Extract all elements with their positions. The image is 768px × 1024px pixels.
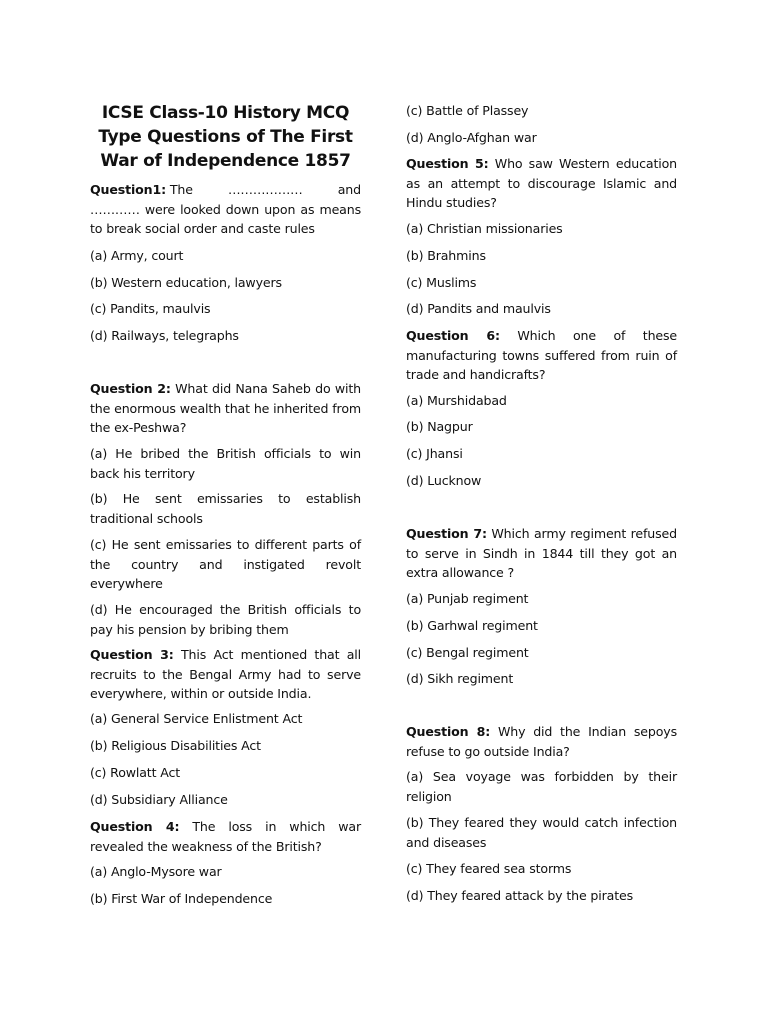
option: (c) Muslims [406,275,477,290]
option: (c) Pandits, maulvis [90,301,211,316]
document-title: ICSE Class-10 History MCQ Type Questions of The First War of Independence 1857 [98,103,353,171]
option: (c) Jhansi [406,446,463,461]
question-7-text [406,524,677,583]
question-6-body: Which one of these manufacturing towns suffered from ruin of trade and handicrafts? [406,328,678,382]
option: (c) They feared sea storms [406,861,572,876]
question-6-label: Question 6: [406,328,500,343]
question-5-label: Question 5: [406,156,489,171]
question-1-rest: ………… were looked down upon as means to break social order and caste rules [90,201,361,236]
option: (d) Sikh regiment [406,671,514,686]
option: (c) Rowlatt Act [90,765,181,780]
question-8-body: Why did the Indian sepoys refuse to go outside India? [406,724,677,759]
option: (a) Anglo-Mysore war [90,864,222,879]
question-8-text [406,722,677,761]
question-4-label: Question 4: [90,819,180,834]
option: (d) They feared attack by the pirates [406,888,633,903]
option: (c) Bengal regiment [406,645,529,660]
option: (a) Punjab regiment [406,591,529,606]
option: (a) Murshidabad [406,393,507,408]
question-1-blank: ……………… [227,182,303,197]
option: (b) Western education, lawyers [90,275,282,290]
question-4-text [90,817,361,856]
question-3-body: This Act mentioned that all recruits to the Bengal Army had to serve everywhere, within or outside India. [90,647,361,701]
question-1-first-line [90,180,361,200]
question-5-body: Who saw Western education as an attempt to discourage Islamic and Hindu studies? [406,156,677,210]
option: (b) They feared they would catch infection and diseases [406,815,677,850]
option: (c) He sent emissaries to different parts of the country and instigated revolt everywhere [90,537,361,591]
question-7-body: Which army regiment refused to serve in Sindh in 1844 till they got an extra allowance ? [406,526,677,580]
option: (c) Battle of Plassey [406,103,529,118]
option: (a) Sea voyage was forbidden by their religion [406,769,677,804]
option: (d) He encouraged the British officials to pay his pension by bribing them [90,602,361,637]
question-4-body: The loss in which war revealed the weakness of the British? [90,819,361,854]
question-2-body: What did Nana Saheb do with the enormous wealth that he inherited from the ex-Peshwa? [90,381,362,435]
option: (b) Religious Disabilities Act [90,738,261,753]
option: (b) Garhwal regiment [406,618,538,633]
question-6-text [406,326,677,385]
option: (a) General Service Enlistment Act [90,711,303,726]
option: (d) Railways, telegraphs [90,328,239,343]
question-7-label: Question 7: [406,526,487,541]
question-1-text [90,180,361,239]
question-1-label: Question1: [90,182,166,197]
option: (d) Subsidiary Alliance [90,792,228,807]
question-8-label: Question 8: [406,724,491,739]
option: (a) Christian missionaries [406,221,563,236]
question-2-text [90,379,361,438]
option: (a) He bribed the British officials to win back his territory [90,446,361,481]
option: (b) Nagpur [406,419,473,434]
question-2-label: Question 2: [90,381,171,396]
option: (b) First War of Independence [90,891,273,906]
option: (a) Army, court [90,248,184,263]
question-1-word: and [337,182,361,197]
option: (d) Anglo-Afghan war [406,130,537,145]
option: (b) He sent emissaries to establish traditional schools [90,491,361,526]
question-3-label: Question 3: [90,647,174,662]
option: (d) Pandits and maulvis [406,301,551,316]
option: (b) Brahmins [406,248,486,263]
question-5-text [406,154,677,213]
question-3-text [90,645,361,704]
option: (d) Lucknow [406,473,482,488]
question-1-word: The [169,182,193,197]
